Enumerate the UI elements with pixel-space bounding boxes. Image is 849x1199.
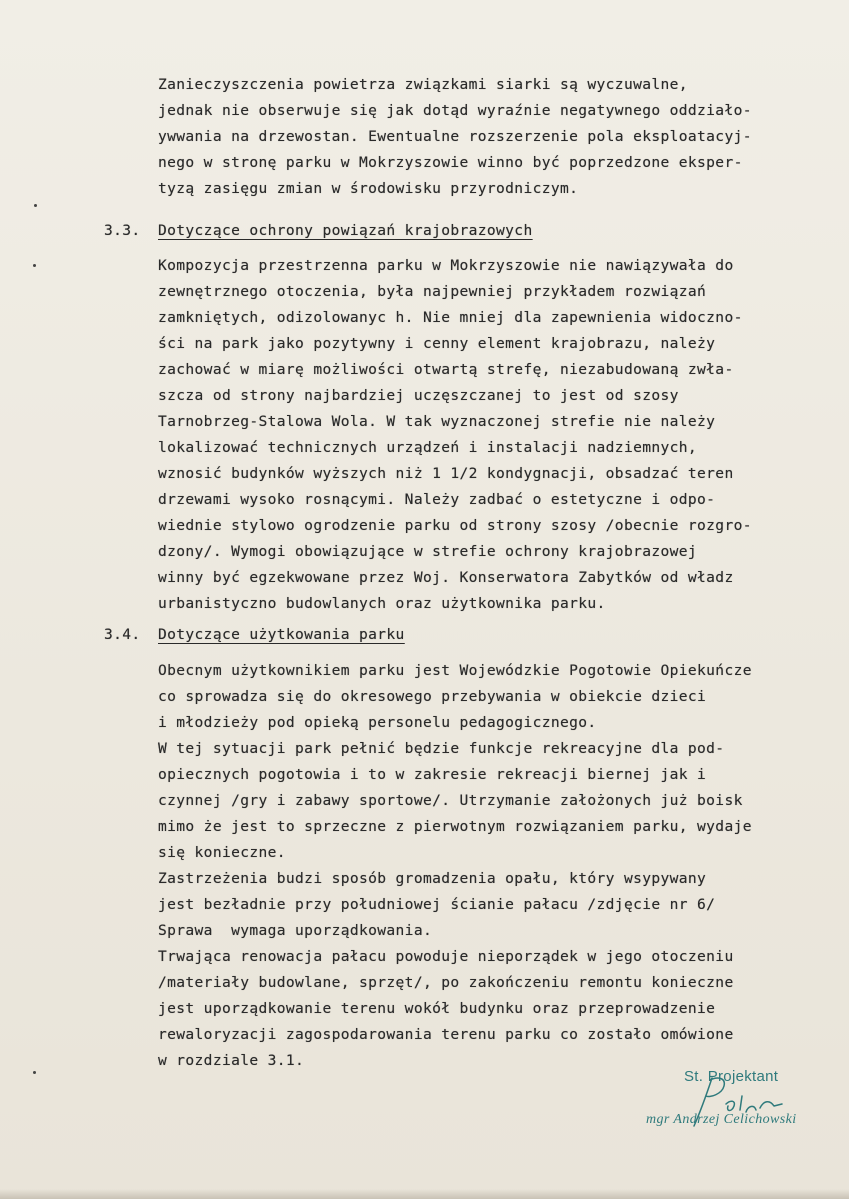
paragraph-line: drzewami wysoko rosnącymi. Należy zadbać o estetyczne i odpo-: [158, 491, 716, 508]
paragraph-line: czynnej /gry i zabawy sportowe/. Utrzymanie założonych już boisk: [158, 792, 743, 809]
signature-name: mgr Andrzej Celichowski: [646, 1112, 797, 1127]
paragraph-line: zamkniętych, odizolowanyc h. Nie mniej dla zapewnienia widoczno-: [158, 309, 743, 326]
intro-line: nego w stronę parku w Mokrzyszowie winno być poprzedzone eksper-: [158, 154, 743, 171]
paragraph-line: Obecnym użytkownikiem parku jest Wojewódzkie Pogotowie Opiekuńcze: [158, 662, 752, 679]
intro-line: ywwania na drzewostan. Ewentualne rozszerzenie pola eksploatacyj-: [158, 128, 752, 145]
paragraph-line: zachować w miarę możliwości otwartą strefę, niezabudowaną zwła-: [158, 361, 734, 378]
intro-line: tyzą zasięgu zmian w środowisku przyrodniczym.: [158, 180, 579, 197]
paragraph-line: i młodzieży pod opieką personelu pedagogicznego.: [158, 714, 597, 731]
section-number: 3.4.: [104, 626, 141, 643]
paragraph-line: urbanistyczno budowlanych oraz użytkownika parku.: [158, 595, 606, 612]
paragraph-line: mimo że jest to sprzeczne z pierwotnym rozwiązaniem parku, wydaje: [158, 818, 752, 835]
signature-stamp: [610, 1060, 840, 1140]
paragraph-line: zewnętrznego otoczenia, była najpewniej przykładem rozwiązań: [158, 283, 707, 300]
paragraph-line: wznosić budynków wyższych niż 1 1/2 kondygnacji, obsadzać teren: [158, 465, 734, 482]
paragraph-line: rewaloryzacji zagospodarowania terenu parku co zostało omówione: [158, 1026, 734, 1043]
signature-title: St. Projektant: [684, 1068, 779, 1085]
margin-mark: [34, 204, 37, 207]
paragraph-line: Zastrzeżenia budzi sposób gromadzenia opału, który wsypywany: [158, 870, 707, 887]
intro-line: Zanieczyszczenia powietrza związkami siarki są wyczuwalne,: [158, 76, 688, 93]
paragraph-line: Sprawa wymaga uporządkowania.: [158, 922, 433, 939]
paragraph-line: /materiały budowlane, sprzęt/, po zakończeniu remontu konieczne: [158, 974, 734, 991]
intro-line: jednak nie obserwuje się jak dotąd wyraźnie negatywnego oddziało-: [158, 102, 752, 119]
paragraph-line: ści na park jako pozytywny i cenny element krajobrazu, należy: [158, 335, 716, 352]
section-number: 3.3.: [104, 222, 141, 239]
paragraph-line: wiednie stylowo ogrodzenie parku od strony szosy /obecnie rozgro-: [158, 517, 752, 534]
paragraph-line: jest bezładnie przy południowej ścianie pałacu /zdjęcie nr 6/: [158, 896, 716, 913]
paragraph-line: szcza od strony najbardziej uczęszczanej to jest od szosy: [158, 387, 679, 404]
paragraph-line: w rozdziale 3.1.: [158, 1052, 305, 1069]
paragraph-line: jest uporządkowanie terenu wokół budynku oraz przeprowadzenie: [158, 1000, 716, 1017]
paragraph-line: Trwająca renowacja pałacu powoduje nieporządek w jego otoczeniu: [158, 948, 734, 965]
section-heading: Dotyczące użytkowania parku: [158, 626, 405, 643]
paragraph-line: co sprowadza się do okresowego przebywania w obiekcie dzieci: [158, 688, 707, 705]
paragraph-line: Tarnobrzeg-Stalowa Wola. W tak wyznaczonej strefie nie należy: [158, 413, 716, 430]
paragraph-line: W tej sytuacji park pełnić będzie funkcje rekreacyjne dla pod-: [158, 740, 725, 757]
margin-mark: [33, 264, 36, 267]
paragraph-line: Kompozycja przestrzenna parku w Mokrzyszowie nie nawiązywała do: [158, 257, 734, 274]
paragraph-line: opiecznych pogotowia i to w zakresie rekreacji biernej jak i: [158, 766, 707, 783]
page-bottom-edge: [0, 1189, 849, 1199]
paragraph-line: się konieczne.: [158, 844, 286, 861]
margin-mark: [33, 1071, 36, 1074]
section-heading: Dotyczące ochrony powiązań krajobrazowych: [158, 222, 533, 239]
handwritten-signature: [670, 1060, 820, 1140]
paragraph-line: winny być egzekwowane przez Woj. Konserwatora Zabytków od władz: [158, 569, 734, 586]
paragraph-line: dzony/. Wymogi obowiązujące w strefie ochrony krajobrazowej: [158, 543, 698, 560]
paragraph-line: lokalizować technicznych urządzeń i instalacji nadziemnych,: [158, 439, 698, 456]
